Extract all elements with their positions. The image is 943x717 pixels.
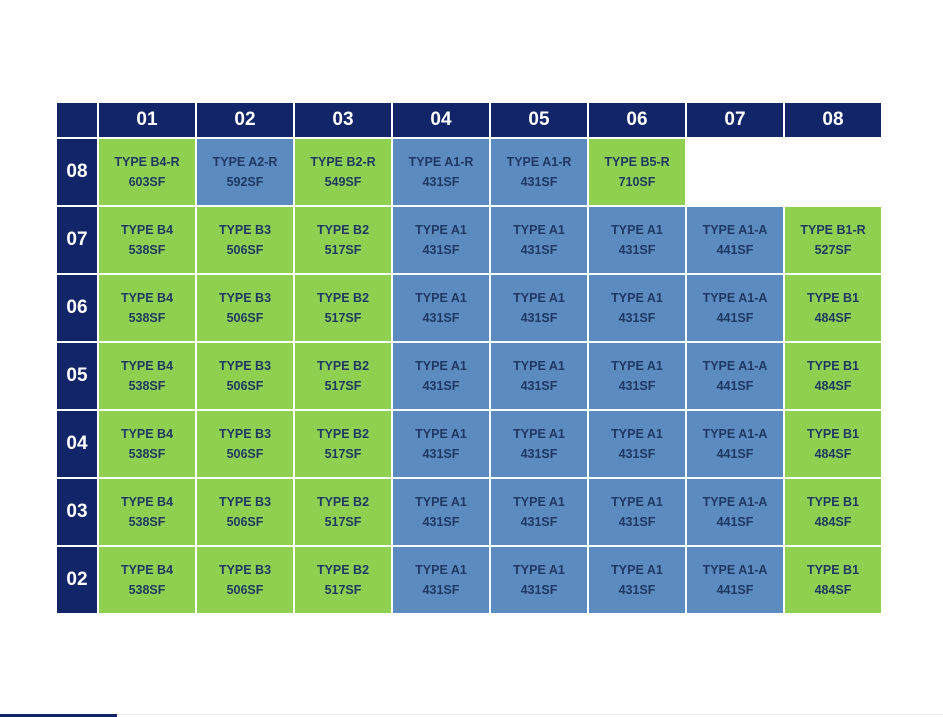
unit-area: 538SF: [128, 242, 166, 257]
unit-area: 431SF: [520, 378, 558, 393]
unit-cell: [785, 411, 881, 477]
unit-type: TYPE A1-A: [702, 290, 768, 305]
unit-type: TYPE A1: [513, 562, 565, 577]
unit-type: TYPE B3: [218, 222, 272, 237]
unit-type: TYPE B2: [316, 426, 370, 441]
unit-cell: [785, 343, 881, 409]
header-corner-cell: [57, 103, 97, 137]
unit-cell: [197, 479, 293, 545]
unit-cell: [99, 343, 195, 409]
unit-type: TYPE A1: [415, 426, 467, 441]
unit-type: TYPE A1: [513, 290, 565, 305]
unit-area: 431SF: [520, 582, 558, 597]
unit-area: 441SF: [716, 446, 754, 461]
stacking-plan-table: [57, 103, 881, 613]
unit-type: TYPE B3: [218, 426, 272, 441]
column-header: 05: [491, 103, 587, 137]
unit-cell: [295, 207, 391, 273]
unit-type: TYPE A1: [611, 222, 663, 237]
unit-area: 484SF: [814, 378, 852, 393]
unit-type: TYPE A1: [611, 290, 663, 305]
unit-cell: [197, 343, 293, 409]
unit-type: TYPE A1: [513, 494, 565, 509]
unit-cell: [785, 275, 881, 341]
column-header: 06: [589, 103, 685, 137]
unit-type: TYPE A1: [513, 222, 565, 237]
unit-area: 506SF: [226, 378, 264, 393]
unit-area: 441SF: [716, 582, 754, 597]
unit-type: TYPE B4: [120, 562, 174, 577]
unit-cell: [99, 139, 195, 205]
unit-area: 517SF: [324, 378, 362, 393]
unit-cell: [687, 547, 783, 613]
unit-cell: [295, 479, 391, 545]
unit-cell: [785, 207, 881, 273]
unit-type: TYPE B1: [806, 426, 860, 441]
unit-cell: [295, 343, 391, 409]
unit-type: TYPE B3: [218, 562, 272, 577]
bottom-edge-line: [0, 714, 943, 715]
unit-area: 506SF: [226, 582, 264, 597]
unit-cell: [491, 547, 587, 613]
unit-area: 538SF: [128, 446, 166, 461]
unit-type: TYPE A1: [611, 494, 663, 509]
unit-area: 517SF: [324, 514, 362, 529]
unit-type: TYPE B2: [316, 494, 370, 509]
unit-type: TYPE B5-R: [604, 154, 670, 169]
unit-cell: [491, 139, 587, 205]
unit-area: 506SF: [226, 446, 264, 461]
unit-cell: [393, 139, 489, 205]
unit-type: TYPE B4-R: [114, 154, 180, 169]
unit-cell: [589, 411, 685, 477]
unit-area: 506SF: [226, 514, 264, 529]
unit-type: TYPE B2: [316, 222, 370, 237]
unit-area: 538SF: [128, 310, 166, 325]
unit-cell: [99, 411, 195, 477]
unit-type: TYPE A1-R: [408, 154, 474, 169]
unit-area: 527SF: [814, 242, 852, 257]
empty-cell: [687, 139, 783, 205]
unit-cell: [491, 207, 587, 273]
unit-area: 431SF: [618, 582, 656, 597]
unit-area: 710SF: [618, 174, 656, 189]
column-header: 07: [687, 103, 783, 137]
unit-area: 431SF: [520, 310, 558, 325]
unit-area: 431SF: [618, 446, 656, 461]
unit-cell: [589, 479, 685, 545]
unit-area: 431SF: [618, 378, 656, 393]
unit-area: 431SF: [520, 446, 558, 461]
unit-cell: [393, 547, 489, 613]
unit-cell: [393, 411, 489, 477]
floor-label: 03: [57, 479, 97, 545]
unit-cell: [589, 547, 685, 613]
unit-type: TYPE B3: [218, 290, 272, 305]
unit-cell: [99, 275, 195, 341]
unit-area: 431SF: [618, 514, 656, 529]
unit-area: 517SF: [324, 446, 362, 461]
column-header: 01: [99, 103, 195, 137]
unit-area: 431SF: [520, 174, 558, 189]
unit-area: 484SF: [814, 310, 852, 325]
unit-type: TYPE A1: [415, 290, 467, 305]
unit-type: TYPE A1-A: [702, 426, 768, 441]
unit-type: TYPE A1-A: [702, 494, 768, 509]
unit-cell: [197, 139, 293, 205]
unit-cell: [197, 275, 293, 341]
unit-cell: [687, 275, 783, 341]
unit-type: TYPE B4: [120, 290, 174, 305]
unit-cell: [99, 479, 195, 545]
unit-area: 431SF: [618, 242, 656, 257]
unit-type: TYPE B4: [120, 222, 174, 237]
unit-type: TYPE B3: [218, 358, 272, 373]
unit-type: TYPE A2-R: [212, 154, 278, 169]
unit-type: TYPE A1-A: [702, 222, 768, 237]
unit-cell: [687, 207, 783, 273]
unit-cell: [491, 275, 587, 341]
unit-cell: [491, 411, 587, 477]
unit-cell: [197, 207, 293, 273]
floor-label: 02: [57, 547, 97, 613]
unit-type: TYPE B2: [316, 290, 370, 305]
unit-area: 517SF: [324, 582, 362, 597]
unit-type: TYPE A1: [611, 426, 663, 441]
unit-area: 431SF: [422, 582, 460, 597]
unit-cell: [99, 207, 195, 273]
unit-type: TYPE A1-A: [702, 358, 768, 373]
unit-type: TYPE B4: [120, 426, 174, 441]
floor-label: 04: [57, 411, 97, 477]
unit-cell: [393, 207, 489, 273]
unit-cell: [295, 411, 391, 477]
floor-label: 05: [57, 343, 97, 409]
unit-cell: [295, 547, 391, 613]
unit-type: TYPE A1: [415, 494, 467, 509]
unit-area: 603SF: [128, 174, 166, 189]
floor-label: 06: [57, 275, 97, 341]
unit-type: TYPE B1: [806, 358, 860, 373]
unit-area: 484SF: [814, 446, 852, 461]
unit-area: 484SF: [814, 514, 852, 529]
unit-type: TYPE A1: [415, 222, 467, 237]
unit-type: TYPE B2: [316, 358, 370, 373]
unit-type: TYPE B4: [120, 358, 174, 373]
unit-type: TYPE A1: [611, 562, 663, 577]
unit-area: 517SF: [324, 310, 362, 325]
unit-type: TYPE A1: [513, 358, 565, 373]
unit-cell: [295, 275, 391, 341]
unit-area: 592SF: [226, 174, 264, 189]
unit-type: TYPE B2: [316, 562, 370, 577]
unit-type: TYPE B1: [806, 562, 860, 577]
unit-type: TYPE B4: [120, 494, 174, 509]
unit-type: TYPE B1: [806, 494, 860, 509]
unit-area: 506SF: [226, 242, 264, 257]
unit-area: 431SF: [422, 514, 460, 529]
unit-area: 517SF: [324, 242, 362, 257]
unit-cell: [589, 275, 685, 341]
unit-area: 441SF: [716, 514, 754, 529]
unit-type: TYPE B1-R: [800, 222, 866, 237]
column-header: 02: [197, 103, 293, 137]
unit-area: 538SF: [128, 378, 166, 393]
unit-type: TYPE A1: [415, 562, 467, 577]
unit-type: TYPE B1: [806, 290, 860, 305]
unit-area: 431SF: [422, 310, 460, 325]
unit-cell: [785, 479, 881, 545]
column-header: 04: [393, 103, 489, 137]
unit-type: TYPE A1: [513, 426, 565, 441]
unit-area: 538SF: [128, 582, 166, 597]
unit-area: 441SF: [716, 310, 754, 325]
unit-area: 431SF: [520, 514, 558, 529]
unit-type: TYPE A1: [611, 358, 663, 373]
unit-cell: [393, 275, 489, 341]
unit-area: 538SF: [128, 514, 166, 529]
unit-cell: [687, 411, 783, 477]
unit-cell: [197, 547, 293, 613]
unit-area: 431SF: [422, 446, 460, 461]
unit-area: 431SF: [422, 378, 460, 393]
unit-area: 431SF: [618, 310, 656, 325]
unit-cell: [785, 547, 881, 613]
unit-cell: [393, 343, 489, 409]
unit-cell: [687, 343, 783, 409]
unit-area: 431SF: [520, 242, 558, 257]
unit-cell: [589, 343, 685, 409]
unit-type: TYPE A1: [415, 358, 467, 373]
unit-cell: [491, 343, 587, 409]
unit-cell: [589, 207, 685, 273]
unit-area: 431SF: [422, 242, 460, 257]
unit-area: 549SF: [324, 174, 362, 189]
empty-cell: [785, 139, 881, 205]
unit-cell: [197, 411, 293, 477]
unit-type: TYPE B3: [218, 494, 272, 509]
unit-cell: [589, 139, 685, 205]
floor-label: 07: [57, 207, 97, 273]
unit-cell: [393, 479, 489, 545]
unit-type: TYPE A1-R: [506, 154, 572, 169]
floor-label: 08: [57, 139, 97, 205]
column-header: 08: [785, 103, 881, 137]
column-header: 03: [295, 103, 391, 137]
unit-area: 441SF: [716, 242, 754, 257]
unit-area: 484SF: [814, 582, 852, 597]
unit-cell: [687, 479, 783, 545]
unit-area: 431SF: [422, 174, 460, 189]
unit-cell: [295, 139, 391, 205]
unit-type: TYPE A1-A: [702, 562, 768, 577]
unit-cell: [99, 547, 195, 613]
unit-type: TYPE B2-R: [310, 154, 376, 169]
unit-area: 506SF: [226, 310, 264, 325]
unit-cell: [491, 479, 587, 545]
unit-area: 441SF: [716, 378, 754, 393]
